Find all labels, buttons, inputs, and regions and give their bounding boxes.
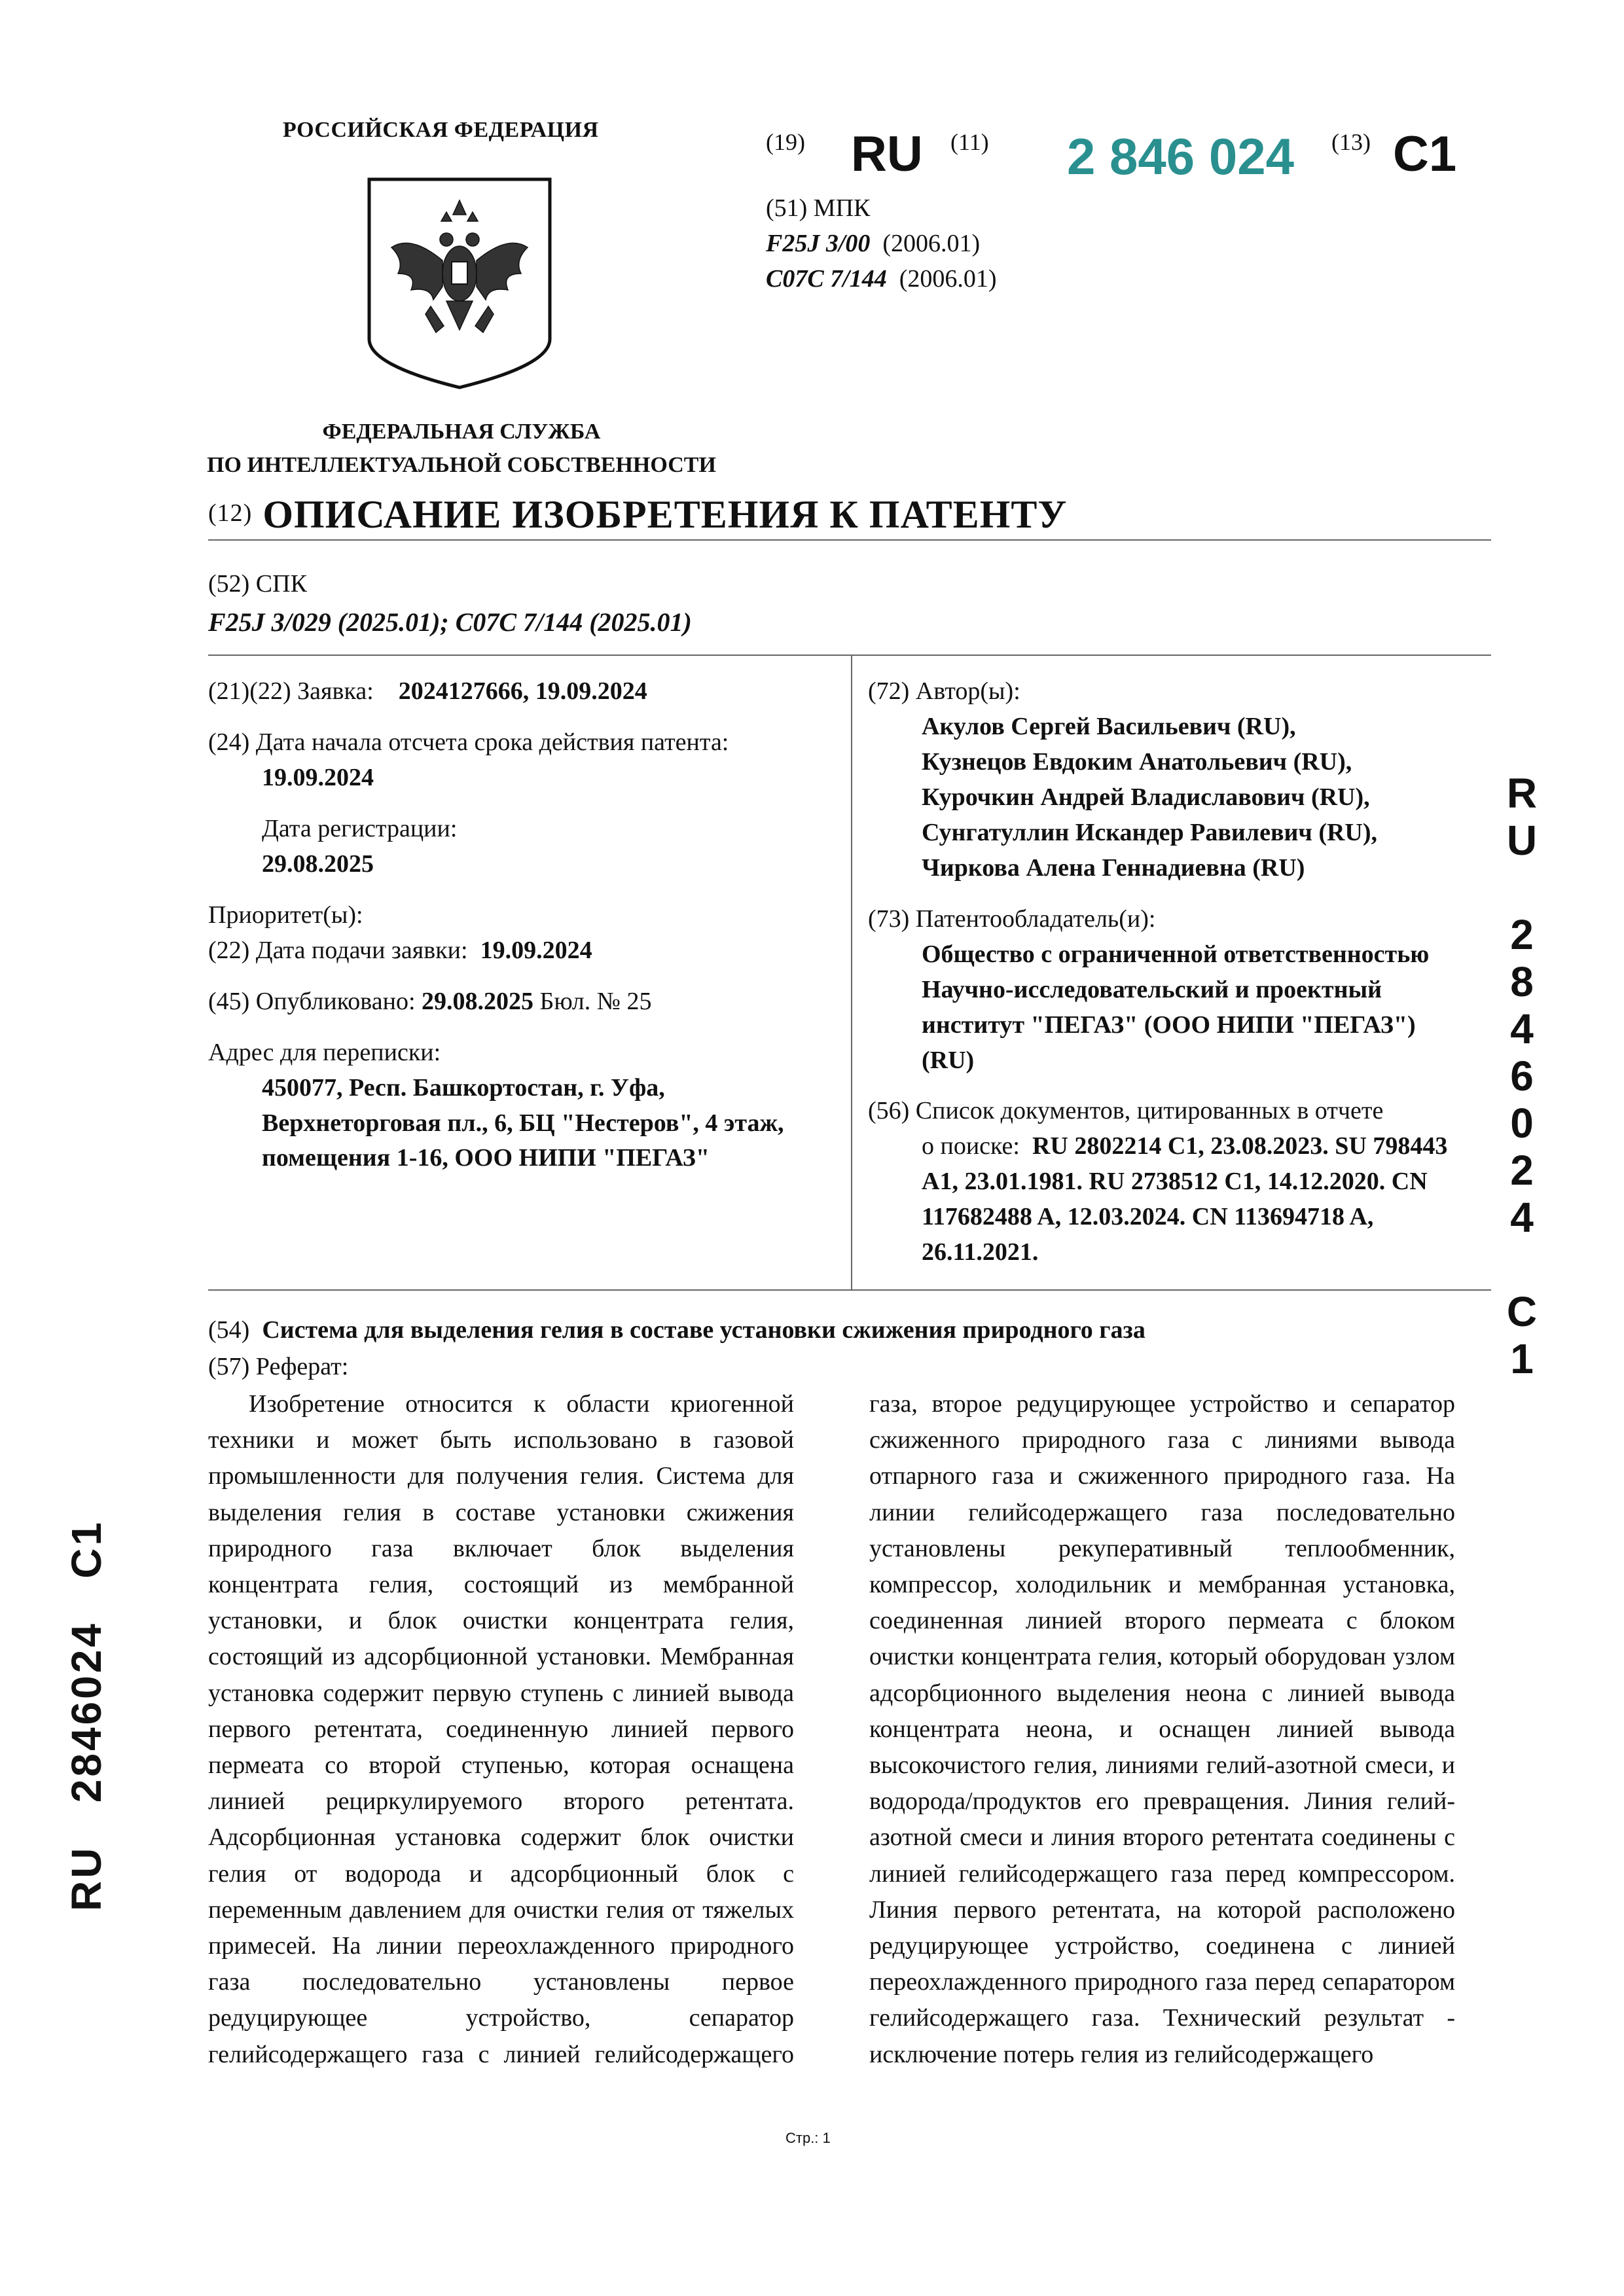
agency-line-1: ФЕДЕРАЛЬНАЯ СЛУЖБА [322,420,601,444]
holder-line: Общество с ограниченной ответственностью [922,940,1430,968]
inid-11: (11) [950,129,989,155]
agency-line-2: ПО ИНТЕЛЛЕКТУАЛЬНОЙ СОБСТВЕННОСТИ [207,453,716,477]
abstract-text [208,1386,1455,2113]
address-line: Верхнеторговая пл., 6, БЦ "Нестеров", 4 этаж, [262,1109,784,1137]
side-char: 8 [1510,958,1534,1005]
cpc-codes: F25J 3/029 (2025.01); C07C 7/144 (2025.01) [208,607,692,637]
side-code-left: RU 2846024 C1 [63,1519,110,1911]
kind-code: C1 [1393,126,1457,182]
term-start-value: 19.09.2024 [262,763,374,791]
side-char: 4 [1510,1005,1534,1052]
state-emblem-icon [365,175,554,391]
ipc-entry: F25J 3/00 (2006.01) [766,229,981,257]
side-char: 0 [1510,1100,1534,1147]
holder-label: (73) Патентообладатель(и): [868,905,1156,933]
side-char: 2 [1510,1147,1534,1194]
ipc-label: (51) МПК [766,194,871,222]
holder-line: Научно-исследовательский и проектный [922,975,1382,1003]
citation-line: 117682488 A, 12.03.2024. CN 113694718 A, [922,1203,1374,1231]
term-start-label: (24) Дата начала отсчета срока действия патента: [208,728,729,756]
authors-label: (72) Автор(ы): [868,677,1020,705]
side-char: 1 [1510,1335,1534,1382]
side-char: 2 [1510,911,1534,958]
document-title: (12) ОПИСАНИЕ ИЗОБРЕТЕНИЯ К ПАТЕНТУ [208,493,1068,536]
divider [208,655,1491,656]
citation-line: 26.11.2021. [922,1238,1039,1266]
registration-label: Дата регистрации: [262,814,458,842]
inid-13: (13) [1331,129,1371,155]
side-char: U [1506,817,1538,864]
cpc-label: (52) СПК [208,570,307,598]
divider [208,1289,1491,1291]
invention-title: (54) Система для выделения гелия в составе установки сжижения природного газа [208,1316,1146,1344]
side-char: R [1506,770,1538,817]
country-code: RU [851,126,923,182]
column-divider [851,655,852,1289]
bibliographic-left [208,674,837,1176]
side-char: C [1506,1288,1538,1335]
page-number: Стр.: 1 [785,2130,831,2146]
abstract-paragraph: Изобретение относится к области криогенной техники и может быть использовано в газовой промышленности для получения гелия. Система для выделения гелия в составе установки сжижения природного газа включает блок выделения концентрата гелия, состоящий из мембранной установки, и блок очистки концентрата гелия, состоящий из адсорбционной установки. Мембранная установка содержит первую ступень с линией вывода первого ретентата, соединенную линией первого пермеата со второй ступенью, которая оснащена линией рециркулируемого второго ретентата. Адсорбционная установка содержит блок очистки гелия от водорода и адсорбционный блок с переменным давлением для очистки гелия от тяжелых примесей. На линии переохлажденного природного газа последовательно установлены первое редуцирующее устройство, сепаратор гелийсодержащего газа с линией гелийсодержащего газа, второе редуцирующее устройство и сепаратор сжиженного природного газа с линиями вывода отпарного газа и сжиженного природного газа. На линии гелийсодержащего газа последовательно установлены рекуперативный теплообменник, компрессор, холодильник и мембранная установка, соединенная линией второго пермеата с блоком очистки концентрата гелия, который оборудован узлом адсорбционного выделения неона с линией вывода концентрата неона, и оснащен линией вывода высокочистого гелия, линиями гелий-азотной смеси, и водорода/продуктов его превращения. Линия гелий-азотной смеси и линия второго ретентата соединены с линией гелийсодержащего газа перед компрессором. Линия первого ретентата, на которой расположено редуцирующее устройство, соединена с линией переохлажденного природного газа перед сепаратором гелийсодержащего газа. Технический результат - исключение потерь гелия из гелийсодержащего [208,1390,1455,2068]
inid-19: (19) [766,129,805,155]
author: Чиркова Алена Геннадиевна (RU) [922,853,1305,882]
address-line: помещения 1-16, ООО НИПИ "ПЕГАЗ" [262,1144,710,1172]
citations-label: (56) Список документов, цитированных в отчете [868,1097,1384,1125]
ipc-entry: C07C 7/144 (2006.01) [766,264,997,293]
inid-12: (12) [208,499,253,528]
address-label: Адрес для переписки: [208,1038,441,1066]
registration-value: 29.08.2025 [262,850,374,878]
patent-number: 2 846 024 [1067,128,1295,185]
side-char: 4 [1510,1194,1534,1241]
side-char: 6 [1510,1052,1534,1100]
citation-line: A1, 23.01.1981. RU 2738512 C1, 14.12.2020. CN [922,1168,1428,1196]
bibliographic-right [868,674,1496,1270]
author: Акулов Сергей Васильевич (RU), [922,712,1296,740]
holder-line: институт "ПЕГАЗ" (ООО НИПИ "ПЕГАЗ") [922,1011,1416,1039]
ipc-block [766,191,997,297]
agency-name [173,415,749,482]
author: Сунгатуллин Искандер Равилевич (RU), [922,818,1378,846]
application-row: (21)(22) Заявка: 2024127666, 19.09.2024 [208,677,647,705]
cpc-block [208,565,692,642]
country-name: РОССИЙСКАЯ ФЕДЕРАЦИЯ [283,118,599,142]
priority-label: Приоритет(ы): [208,901,363,929]
citation-line: о поиске: RU 2802214 C1, 23.08.2023. SU 798443 [922,1132,1448,1160]
published-row: (45) Опубликовано: 29.08.2025 Бюл. № 25 [208,987,652,1015]
author: Курочкин Андрей Владиславович (RU), [922,783,1370,811]
holder-line: (RU) [922,1046,975,1074]
abstract-heading: (57) Реферат: [208,1353,349,1380]
side-code-right [1499,772,1545,1385]
divider [208,539,1491,541]
address-line: 450077, Респ. Башкортостан, г. Уфа, [262,1073,665,1102]
author: Кузнецов Евдоким Анатольевич (RU), [922,747,1352,776]
filing-row: (22) Дата подачи заявки: 19.09.2024 [208,936,592,964]
